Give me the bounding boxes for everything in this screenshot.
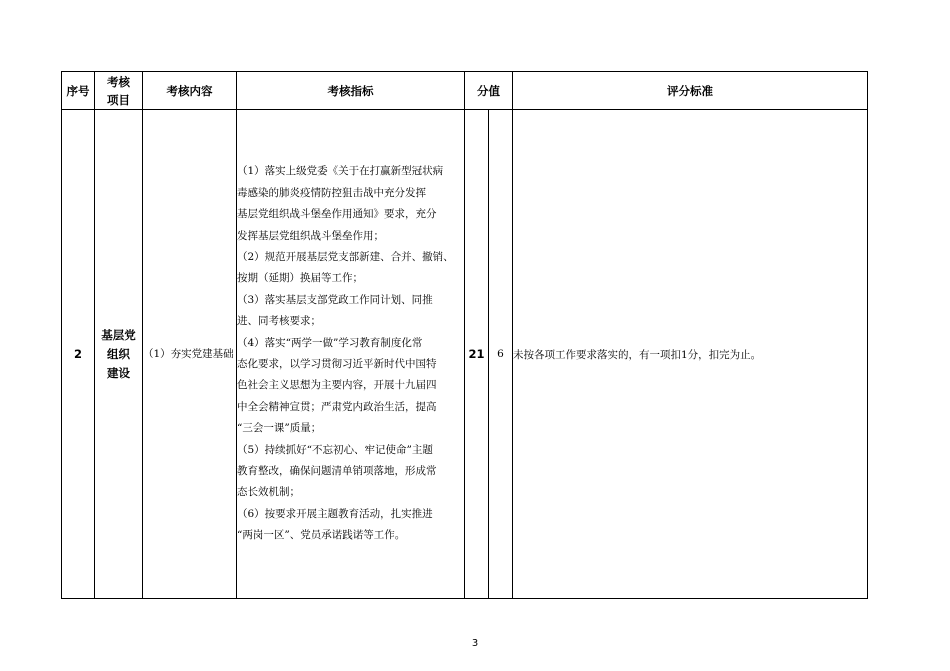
header-item-line-1: 考核 (107, 74, 130, 89)
indicator-line-5: （2）规范开展基层党支部新建、合并、撤销、 (237, 250, 454, 263)
indicator-line-16: 态长效机制； (237, 486, 300, 499)
indicator-line-4: 发挥基层党组织战斗堡垒作用； (237, 229, 384, 242)
page-number: 3 (471, 638, 479, 649)
indicator-line-14: （5）持续抓好“不忘初心、牢记使命”主题 (237, 443, 433, 456)
row-item-line-1: 基层党 (101, 327, 136, 342)
table-row (62, 110, 868, 599)
indicator-line-6: 按期（延期）换届等工作； (237, 272, 363, 285)
indicator-line-17: （6）按要求开展主题教育活动，扎实推进 (237, 507, 433, 520)
row-seq: 2 (62, 110, 95, 599)
indicator-line-1: （1）落实上级党委《关于在打赢新型冠状病 (237, 165, 444, 178)
header-indicator: 考核指标 (237, 72, 465, 110)
header-row (62, 72, 868, 110)
indicator-line-15: 教育整改，确保问题清单销项落地，形成常 (237, 465, 437, 478)
row-criteria: 未按各项工作要求落实的，有一项扣1分，扣完为止。 (513, 110, 868, 599)
indicator-line-11: 色社会主义思想为主要内容，开展十九届四 (237, 379, 437, 392)
row-indicator (237, 110, 465, 599)
row-score-total: 21 (465, 110, 489, 599)
header-item-line-2: 项目 (107, 92, 130, 107)
indicator-line-9: （4）落实“两学一做”学习教育制度化常 (237, 336, 423, 349)
indicator-line-7: （3）落实基层支部党政工作同计划、同推 (237, 293, 433, 306)
header-criteria: 评分标准 (513, 72, 868, 110)
row-item-line-3: 建设 (107, 365, 130, 380)
indicator-line-3: 基层党组织战斗堡垒作用通知》要求，充分 (237, 208, 437, 221)
row-content: （1）夯实党建基础 (143, 110, 237, 599)
row-score-sub: 6 (489, 110, 513, 599)
header-item (95, 72, 143, 110)
header-seq: 序号 (62, 72, 95, 110)
header-content: 考核内容 (143, 72, 237, 110)
indicator-line-13: “三会一课”质量； (237, 422, 322, 435)
indicator-line-8: 进、同考核要求； (237, 315, 321, 328)
indicator-line-2: 毒感染的肺炎疫情防控狙击战中充分发挥 (237, 186, 426, 199)
assessment-table (61, 71, 868, 599)
row-item-line-2: 组织 (107, 346, 130, 361)
indicator-line-12: 中全会精神宣贯；严肃党内政治生活，提高 (237, 400, 437, 413)
row-item (95, 110, 143, 599)
indicator-line-10: 态化要求，以学习贯彻习近平新时代中国特 (237, 358, 437, 370)
header-score: 分值 (465, 72, 513, 110)
indicator-line-18: “两岗一区”、党员承诺践诺等工作。 (237, 529, 406, 542)
